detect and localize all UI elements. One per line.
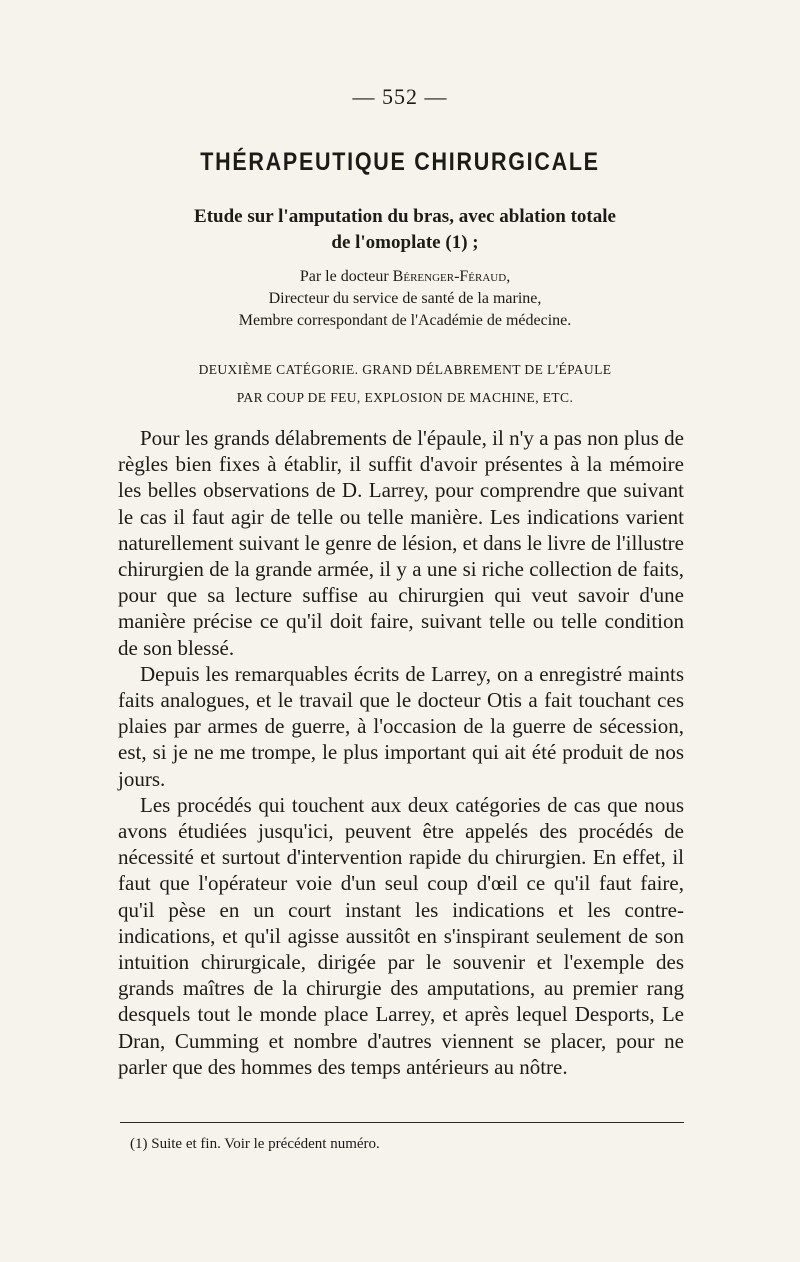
article-title-line-1: Etude sur l'amputation du bras, avec ablation totale [194,206,616,227]
page-number: — 552 — [352,84,448,109]
section-title: THÉRAPEUTIQUE CHIRURGICALE [200,148,600,176]
footnote-divider [120,1122,684,1123]
paragraph-1: Pour les grands délabrements de l'épaule, il n'y a pas non plus de règles bien fixes à établir, il suffit d'avoir présentes à la mémoire les belles observations de D. Larrey, pour comprendre que suivant le cas il faut agir de telle ou telle manière. Les indications varient naturellement suivant le genre de lésion, et dans le livre de l'illustre chirurgien de la grande armée, il y a une si riche collection de faits, pour que sa lecture suffise au chirurgien qui veut savoir d'une manière précise ce qu'il doit faire, suivant telle ou telle condition de son blessé. [118,426,684,660]
paragraph-2: Depuis les remarquables écrits de Larrey, on a enregistré maints faits analogues, et le travail que le docteur Otis a fait touchant ces plaies par armes de guerre, à l'occasion de la guerre de sécession, est, si je ne me trompe, le plus important qui ait été produit de nos jours. [118,661,684,791]
author-name: Bérenger-Féraud [392,268,507,285]
footnote: (1) Suite et fin. Voir le précédent numéro. [130,1136,380,1152]
author-line-1 [120,266,690,288]
author-block [120,266,690,332]
author-prefix: Par le docteur [299,268,393,285]
paragraph-3: Les procédés qui touchent aux deux catégories de cas que nous avons étudiées jusqu'ici, peuvent être appelés des procédés de nécessité et surtout d'intervention rapide du chirurgien. En effet, il faut que l'opérateur voie d'un seul coup d'œil ce qu'il faut faire, qu'il pèse en un court instant les indications et les contre-indications, et qu'il agisse aussitôt en s'inspirant seulement de son intuition chirurgicale, dirigée par le souvenir et l'exemple des grands maîtres de la chirurgie des amputations, au premier rang desquels tout le monde place Larrey, et après lequel Desports, Le Dran, Cumming et nombre d'autres viennent se placer, pour ne parler que des hommes des temps antérieurs au nôtre. [118,792,684,1079]
body-text [118,425,684,1080]
category-line-1: DEUXIÈME CATÉGORIE. GRAND DÉLABREMENT DE L'ÉPAULE [198,362,612,377]
article-title [120,204,690,256]
category-line-2: PAR COUP DE FEU, EXPLOSION DE MACHINE, ETC. [236,390,574,405]
author-line-3: Membre correspondant de l'Académie de médecine. [238,312,572,329]
category-heading [120,356,690,412]
author-suffix: , [506,268,511,285]
article-title-line-2: de l'omoplate (1) ; [331,232,479,253]
author-line-2: Directeur du service de santé de la marine, [268,290,542,307]
